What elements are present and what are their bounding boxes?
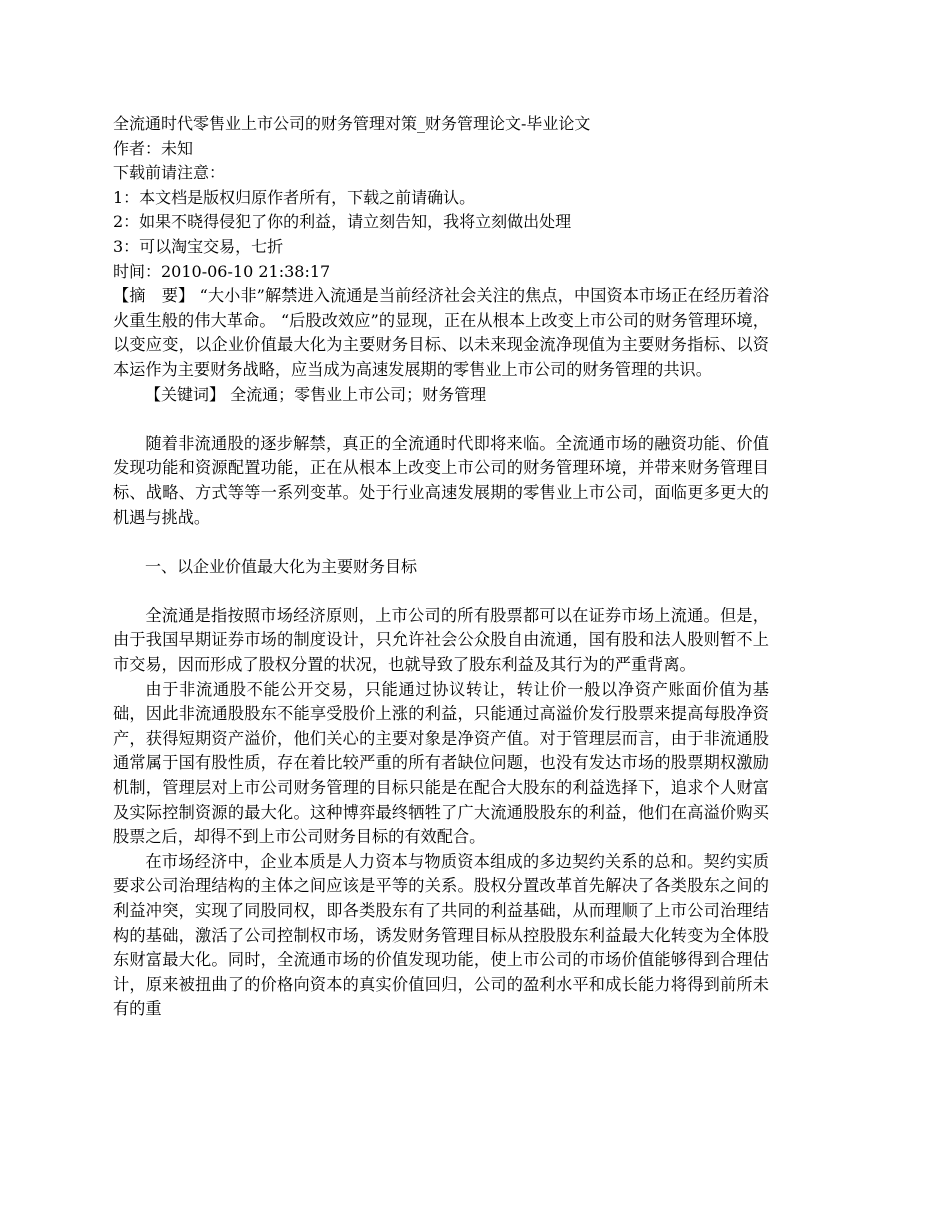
body-paragraph-1: 全流通是指按照市场经济原则，上市公司的所有股票都可以在证券市场上流通。但是，由于我国早期证券市场的制度设计，只允许社会公众股自由流通，国有股和法人股则暂不上市交易，因而形成了股权分置的状况，也就导致了股东利益及其行为的严重背离。 — [113, 605, 769, 675]
spacer — [113, 530, 769, 555]
notice-heading: 下载前请注意： — [113, 163, 226, 183]
document-title: 全流通时代零售业上市公司的财务管理对策_财务管理论文-毕业论文 — [113, 114, 591, 133]
abstract-paragraph: 【摘 要】 “大小非”解禁进入流通是当前经济社会关注的焦点，中国资本市场正在经历着浴火重生般的伟大革命。 “后股改效应”的显现，正在从根本上改变上市公司的财务管理环境，以变应变，以企业价值最大化为主要财务目标、以未来现金流净现值为主要财务指标、以资本运作为主要财务战略，应当成为高速发展期的零售业上市公司的财务管理的共识。 — [113, 286, 769, 379]
keywords-line: 【关键词】 全流通；零售业上市公司；财务管理 — [145, 384, 487, 404]
spacer — [113, 407, 769, 432]
notice-item-2: 2：如果不晓得侵犯了你的利益，请立刻告知，我将立刻做出处理 — [113, 212, 572, 232]
document-time: 时间：2010-06-10 21:38:17 — [113, 261, 331, 281]
body-paragraph-2: 由于非流通股不能公开交易，只能通过协议转让，转让价一般以净资产账面价值为基础，因此非流通股股东不能享受股价上涨的利益，只能通过高溢价发行股票来提高每股净资产，获得短期资产溢价，他们关心的主要对象是净资产值。对于管理层而言，由于非流通股通常属于国有股性质，存在着比较严重的所有者缺位问题，也没有发达市场的股票期权激励机制，管理层对上市公司财务管理的目标只能是在配合大股东的利益选择下，追求个人财富及实际控制资源的最大化。这种博弈最终牺牲了广大流通股股东的利益，他们在高溢价购买股票之后，却得不到上市公司财务目标的有效配合。 — [113, 679, 769, 847]
document-author: 作者：未知 — [113, 138, 194, 158]
notice-item-3: 3：可以淘宝交易，七折 — [113, 236, 284, 256]
document-page — [113, 112, 769, 1022]
body-paragraph-3: 在市场经济中，企业本质是人力资本与物质资本组成的多边契约关系的总和。契约实质要求公司治理结构的主体之间应该是平等的关系。股权分置改革首先解决了各类股东之间的利益冲突，实现了同股同权，即各类股东有了共同的利益基础，从而理顺了上市公司治理结构的基础，激活了公司控制权市场，诱发财务管理目标从控股股东利益最大化转变为全体股东财富最大化。同时，全流通市场的价值发现功能，使上市公司的市场价值能够得到合理估计，原来被扭曲了的价格向资本的真实价值回归，公司的盈利水平和成长能力将得到前所未有的重 — [113, 851, 769, 1019]
intro-paragraph: 随着非流通股的逐步解禁，真正的全流通时代即将来临。全流通市场的融资功能、价值发现功能和资源配置功能，正在从根本上改变上市公司的财务管理环境，并带来财务管理目标、战略、方式等等一系列变革。处于行业高速发展期的零售业上市公司，面临更多更大的机遇与挑战。 — [113, 433, 769, 527]
spacer — [113, 579, 769, 604]
notice-item-1: 1：本文档是版权归原作者所有，下载之前请确认。 — [113, 187, 476, 207]
section-heading: 一、以企业价值最大化为主要财务目标 — [145, 556, 418, 576]
